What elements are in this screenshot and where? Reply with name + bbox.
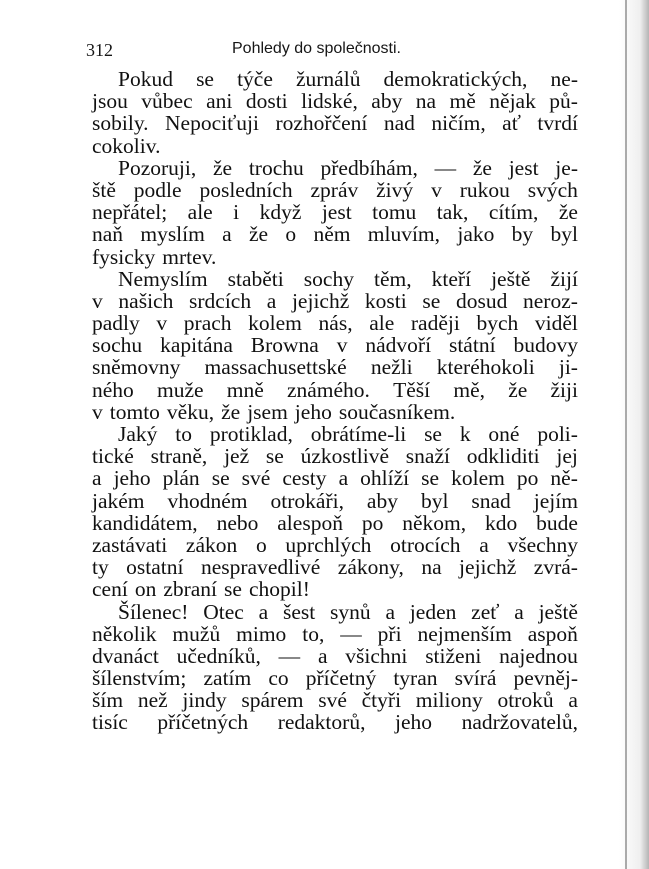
- word: týče: [237, 67, 273, 91]
- word: jeho: [113, 466, 151, 491]
- word: se: [422, 288, 441, 313]
- text-line: [92, 312, 578, 334]
- word: několik: [92, 621, 157, 646]
- word: i: [233, 200, 240, 225]
- word: zatím: [203, 666, 252, 691]
- word: a: [92, 466, 102, 491]
- text-line: [92, 334, 578, 356]
- word: když: [259, 200, 302, 225]
- word: ně-: [550, 466, 578, 491]
- word: věku,: [166, 399, 215, 424]
- word: muže: [156, 377, 204, 402]
- word: těm,: [373, 266, 412, 291]
- word: než: [137, 688, 168, 713]
- word: nádvoří: [365, 333, 432, 358]
- word: Pozoruji,: [118, 155, 197, 180]
- word: a: [266, 288, 277, 313]
- word: naň: [92, 222, 124, 247]
- word: dvanáct: [92, 643, 159, 668]
- word: mně: [226, 377, 264, 402]
- word: úzkostlivě: [300, 444, 389, 469]
- word: čtyři: [361, 688, 402, 713]
- word: —: [434, 155, 457, 180]
- word: šest: [282, 599, 316, 624]
- word: sobily.: [92, 111, 149, 136]
- word: že: [221, 399, 241, 424]
- word: se: [424, 422, 442, 446]
- word: se: [224, 577, 242, 602]
- word: v: [156, 311, 168, 336]
- word: svírá: [454, 666, 497, 691]
- word: mužů: [172, 621, 221, 646]
- word: sochu: [92, 333, 143, 358]
- word: jest: [508, 155, 539, 180]
- word: zeť: [471, 599, 500, 624]
- word: jej: [556, 444, 578, 469]
- text-line: [92, 290, 578, 312]
- text-line: [92, 601, 578, 623]
- word: bych: [476, 311, 519, 336]
- text-line: [92, 135, 578, 157]
- word: o: [285, 222, 297, 247]
- word: tomu: [372, 200, 417, 225]
- word: aby: [366, 488, 398, 513]
- word: ale: [369, 311, 395, 336]
- word: dosud: [455, 288, 508, 313]
- word: všichni: [345, 643, 408, 668]
- word: se: [211, 466, 230, 491]
- word: jeho: [294, 399, 332, 424]
- word: Šílenec!: [118, 599, 189, 624]
- word: bude: [536, 510, 578, 535]
- word: tvrdí: [537, 111, 578, 136]
- text-line: [92, 512, 578, 534]
- word: tyran: [393, 666, 438, 691]
- word: žiji: [550, 377, 578, 402]
- word: kosti: [364, 288, 407, 313]
- word: nadržovatelů,: [461, 710, 578, 735]
- word: jejím: [533, 488, 578, 513]
- word: státní: [448, 333, 496, 358]
- text-line: [92, 179, 578, 201]
- word: ším: [92, 688, 124, 713]
- word: protiklad,: [209, 422, 293, 446]
- word: nežli: [370, 355, 413, 380]
- word: že: [558, 200, 578, 225]
- word: tak,: [436, 200, 469, 225]
- word: zákon: [185, 532, 238, 557]
- word: on: [134, 577, 157, 602]
- word: ji-: [558, 355, 578, 380]
- word: kolem: [248, 311, 302, 336]
- word: a: [258, 599, 269, 624]
- word: Nepociťuji: [165, 111, 259, 136]
- running-title: Pohledy do společnosti.: [232, 40, 401, 57]
- word: živý: [376, 177, 414, 202]
- word: své: [241, 466, 271, 491]
- word: že: [508, 377, 528, 402]
- scan-edge-shadow: [619, 0, 649, 869]
- text-line: [92, 201, 578, 223]
- word: ostatní: [126, 555, 184, 580]
- word: jež: [224, 444, 250, 469]
- text-line: [92, 534, 578, 556]
- text-line: [92, 490, 578, 512]
- word: jsou: [92, 89, 128, 114]
- word: našich: [118, 288, 174, 313]
- word: se: [196, 67, 214, 91]
- word: nás,: [318, 311, 353, 336]
- word: viděl: [534, 311, 578, 336]
- word: odkliditi: [466, 444, 540, 469]
- word: fysicky: [92, 244, 156, 269]
- word: snaží: [405, 444, 450, 469]
- word: mě: [449, 89, 476, 114]
- word: známého.: [286, 377, 370, 402]
- text-line: [92, 112, 578, 134]
- word: na: [415, 89, 437, 114]
- word: massachusettské: [204, 355, 347, 380]
- text-line: [92, 711, 578, 733]
- word: že: [472, 155, 492, 180]
- word: že: [212, 155, 233, 180]
- text-line: [92, 157, 578, 179]
- word: plán: [162, 466, 200, 491]
- word: redaktorů,: [277, 710, 366, 735]
- word: učedníků,: [176, 643, 261, 668]
- word: kteří: [431, 266, 472, 291]
- word: a: [222, 222, 232, 247]
- word: tomto: [109, 399, 160, 424]
- word: to: [175, 422, 192, 446]
- word: ale: [187, 200, 213, 225]
- text-line: [92, 68, 578, 90]
- text-line: [92, 423, 578, 445]
- word: po: [516, 466, 539, 491]
- word: ještě: [538, 599, 578, 624]
- text-line: [92, 445, 578, 467]
- word: alespoň: [277, 510, 343, 535]
- text-line: [92, 467, 578, 489]
- word: a: [338, 466, 349, 491]
- word: něm: [313, 222, 351, 247]
- word: pů-: [549, 89, 578, 114]
- word: poli-: [537, 422, 578, 446]
- word: snad: [471, 488, 511, 513]
- word: trochu: [248, 155, 304, 180]
- word: žijí: [550, 266, 578, 291]
- word: jeho: [395, 710, 433, 735]
- text-line: [92, 645, 578, 667]
- word: nespravedlivé: [200, 555, 321, 580]
- word: kapitána: [160, 333, 233, 358]
- word: tické: [92, 444, 134, 469]
- word: Jaký: [118, 422, 158, 446]
- word: jsem: [247, 399, 288, 424]
- word: jako: [457, 222, 495, 247]
- word: v: [92, 288, 103, 313]
- word: při: [377, 621, 402, 646]
- word: ty: [92, 555, 109, 580]
- word: ště: [92, 177, 116, 202]
- word: Těší: [393, 377, 431, 402]
- word: vůbec: [141, 89, 193, 114]
- word: zákony,: [337, 555, 404, 580]
- word: jeden: [409, 599, 457, 624]
- text-line: [92, 379, 578, 401]
- word: sněmovny: [92, 355, 181, 380]
- word: tisíc: [92, 710, 128, 735]
- word: by: [511, 222, 534, 247]
- word: srdcích: [189, 288, 252, 313]
- word: myslím: [140, 222, 205, 247]
- word: kandidátem,: [92, 510, 198, 535]
- word: že: [249, 222, 269, 247]
- word: ohlíží: [360, 466, 410, 491]
- word: žurnálů: [295, 67, 361, 91]
- word: po: [361, 510, 384, 535]
- word: lidské,: [301, 89, 358, 114]
- word: ničím,: [431, 111, 486, 136]
- word: otrokáři,: [270, 488, 344, 513]
- word: jest: [321, 200, 352, 225]
- word: otroků: [497, 688, 554, 713]
- word: Browna: [250, 333, 319, 358]
- word: Pokud: [118, 67, 173, 91]
- word: a: [568, 688, 578, 713]
- word: dosti: [245, 89, 288, 114]
- word: miliony: [415, 688, 483, 713]
- word: padly: [92, 311, 140, 336]
- word: co: [268, 666, 289, 691]
- word: mimo: [236, 621, 287, 646]
- word: ného: [92, 377, 134, 402]
- word: šílenstvím;: [92, 666, 187, 691]
- text-line: [92, 667, 578, 689]
- word: cítím,: [488, 200, 539, 225]
- word: posledních: [199, 177, 293, 202]
- word: mě,: [453, 377, 485, 402]
- word: ještě: [491, 266, 531, 291]
- text-line: [92, 578, 578, 600]
- word: nebo: [216, 510, 259, 535]
- text-line: [92, 556, 578, 578]
- word: jejichž: [291, 288, 350, 313]
- word: demokratických,: [383, 67, 528, 91]
- word: uprchlých: [285, 532, 372, 557]
- word: byl: [420, 488, 449, 513]
- word: budovy: [513, 333, 578, 358]
- word: nepřátel;: [92, 200, 168, 225]
- word: to,: [302, 621, 325, 646]
- word: kolem: [451, 466, 505, 491]
- word: o: [255, 532, 267, 557]
- page-header: [86, 40, 586, 64]
- word: spárem: [241, 688, 304, 713]
- text-line: [92, 689, 578, 711]
- word: chopil!: [248, 577, 310, 602]
- word: ať: [502, 111, 521, 136]
- page-number: 312: [86, 40, 113, 60]
- word: a: [479, 532, 489, 557]
- word: staběti: [227, 266, 284, 291]
- word: sochy: [303, 266, 354, 291]
- word: je-: [555, 155, 578, 180]
- word: Otec: [203, 599, 244, 624]
- text-line: [92, 356, 578, 378]
- body-text: [92, 68, 578, 734]
- word: se: [265, 444, 284, 469]
- word: někom,: [402, 510, 467, 535]
- word: jindy: [182, 688, 227, 713]
- word: cesty: [282, 466, 327, 491]
- word: byl: [550, 222, 578, 247]
- word: najednou: [499, 643, 578, 668]
- word: předbíhám,: [320, 155, 418, 180]
- word: se: [421, 466, 440, 491]
- word: aby: [371, 89, 403, 114]
- page-fold-line: [625, 0, 627, 869]
- word: zpráv: [310, 177, 359, 202]
- word: —: [340, 621, 362, 646]
- word: jakém: [92, 488, 145, 513]
- word: zvrá-: [533, 555, 578, 580]
- word: zastávati: [92, 532, 168, 557]
- word: rozhořčení: [275, 111, 368, 136]
- word: ne-: [550, 67, 578, 91]
- text-line: [92, 623, 578, 645]
- word: cení: [92, 577, 128, 602]
- word: svých: [527, 177, 578, 202]
- word: jejichž: [459, 555, 517, 580]
- word: nejmenším: [417, 621, 512, 646]
- word: zbraní: [163, 577, 218, 602]
- word: cokoliv.: [92, 133, 161, 158]
- word: aspoň: [527, 621, 578, 646]
- word: vhodném: [167, 488, 248, 513]
- word: a: [385, 599, 395, 624]
- word: obrátíme-li: [310, 422, 407, 446]
- word: rukou: [459, 177, 510, 202]
- word: v: [92, 399, 103, 424]
- word: kdo: [485, 510, 518, 535]
- word: Nemyslím: [118, 266, 208, 291]
- text-line: [92, 223, 578, 245]
- word: nějak: [489, 89, 536, 114]
- word: příčetný: [305, 666, 377, 691]
- word: otrocích: [390, 532, 461, 557]
- text-line: [92, 90, 578, 112]
- text-line: [92, 246, 578, 268]
- word: v: [336, 333, 348, 358]
- word: pevněj-: [513, 666, 578, 691]
- word: mrtev.: [162, 244, 217, 269]
- word: k: [459, 422, 471, 446]
- word: —: [278, 643, 301, 668]
- word: nad: [383, 111, 415, 136]
- word: prach: [183, 311, 232, 336]
- word: v: [431, 177, 442, 202]
- word: a: [317, 643, 328, 668]
- text-line: [92, 401, 578, 423]
- word: kteréhokoli: [436, 355, 535, 380]
- word: synů: [330, 599, 371, 624]
- word: příčetných: [157, 710, 249, 735]
- word: současníkem.: [338, 399, 456, 424]
- word: ani: [206, 89, 233, 114]
- word: oné: [488, 422, 520, 446]
- word: na: [421, 555, 442, 580]
- word: raději: [410, 311, 460, 336]
- word: neroz-: [523, 288, 578, 313]
- word: straně,: [150, 444, 208, 469]
- word: své: [318, 688, 347, 713]
- text-line: [92, 268, 578, 290]
- word: mluvím,: [367, 222, 441, 247]
- word: všechny: [507, 532, 578, 557]
- word: a: [514, 599, 524, 624]
- word: podle: [133, 177, 182, 202]
- word: stiženi: [425, 643, 482, 668]
